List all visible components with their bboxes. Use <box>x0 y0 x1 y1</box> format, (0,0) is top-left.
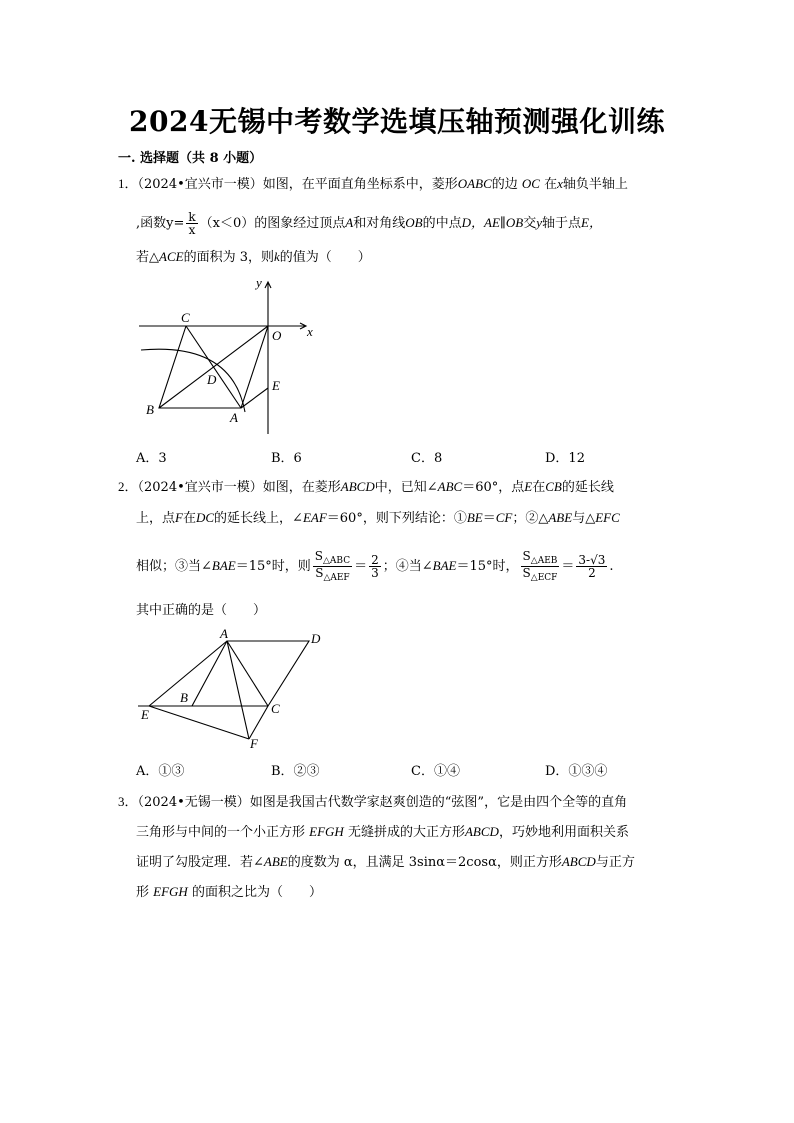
q2-fraction-area-1: $\frac{S_{\triangle ABC}}{S_{\triangle AEF}}$ <box>314 549 351 583</box>
q2-segment-AE <box>149 641 227 706</box>
q2-segment-CF <box>249 706 268 739</box>
q3-line-4: 形 EFGH 的面积之比为（ ） <box>136 884 322 900</box>
q2-fraction-area-2: $\frac{S_{\triangle AEB}}{S_{\triangle ECF}}$ <box>522 549 558 583</box>
q1-label-B: B <box>146 402 154 417</box>
q1-label-O: O <box>272 328 282 343</box>
q2-segment-AF <box>227 641 249 739</box>
q2-line-4: 其中正确的是（ ） <box>136 603 267 618</box>
q2-rhombus-ABCD <box>192 641 309 706</box>
q1-line-2: ,函数y= $\frac{k}{x}$ （x＜0）的图象经过顶点A和对角线OB的中点D，AE∥OB交y轴于点E， <box>136 210 602 237</box>
q1-label-C: C <box>181 310 190 325</box>
q2-label-B: B <box>180 690 188 705</box>
q1-option-c[interactable]: C．8 <box>411 451 443 466</box>
q2-option-a[interactable]: A．①③ <box>136 764 185 779</box>
q3-line-3: 证明了勾股定理．若∠ABE的度数为 α，且满足 3sinα＝2cosα，则正方形ABCD与正方 <box>136 854 635 870</box>
q3-source: （2024•无锡一模） <box>137 795 250 810</box>
q1-source: （2024•宜兴市一模） <box>137 177 263 192</box>
q1-label-A: A <box>230 410 238 425</box>
q2-label-F: F <box>250 736 258 751</box>
q2-number: 2． <box>118 479 138 494</box>
q1-label-y: y <box>256 275 262 290</box>
page-title: 2024无锡中考数学选填压轴预测强化训练 <box>129 105 665 138</box>
q1-line-3: 若△ACE的面积为 3，则k的值为（ ） <box>136 249 371 265</box>
q1-number: 1． <box>118 176 138 191</box>
q2-line-3: 相似；③当∠BAE＝15°时，则 $\frac{S_{\triangle ABC}}{S_{\triangle AEF}}$ ＝ $\frac{2}{3}$ ；④当∠BAE＝15°时， $\frac{S_{\triangle AEB}}{S_{\triangle ECF}}$ ＝ $\frac{3-√3}{2}$ . <box>136 549 614 583</box>
q1-fraction-k-x: $\frac{k}{x}$ <box>188 210 196 237</box>
q1-label-x: x <box>307 324 313 339</box>
q2-segment-AC <box>227 641 268 706</box>
q2-label-D: D <box>311 631 321 646</box>
q1-option-b[interactable]: B．6 <box>271 451 302 466</box>
q3-number: 3． <box>118 794 138 809</box>
q1-label-E: E <box>272 378 280 393</box>
q2-option-c[interactable]: C．①④ <box>411 764 460 779</box>
q2-line-1: 2．（2024•宜兴市一模）如图，在菱形ABCD中，已知∠ABC＝60°，点E在CB的延长线 <box>118 479 614 495</box>
q3-line-1: 3．（2024•无锡一模）如图是我国古代数学家赵爽创造的“弦图”，它是由四个全等的直角 <box>118 794 628 810</box>
q2-option-b[interactable]: B．②③ <box>271 764 320 779</box>
q2-label-E: E <box>141 707 149 722</box>
q2-fraction-2-3: $\frac{2}{3}$ <box>371 553 379 580</box>
q2-line-2: 上，点F在DC的延长线上，∠EAF＝60°，则下列结论：①BE＝CF；②△ABE与△EFC <box>136 510 620 526</box>
q2-label-C: C <box>271 701 280 716</box>
q3-line-2: 三角形与中间的一个小正方形 EFGH 无缝拼成的大正方形ABCD，巧妙地利用面积关系 <box>136 824 629 840</box>
section-heading: 一. 选择题（共 8 小题） <box>118 151 263 166</box>
q1-label-D: D <box>207 372 217 387</box>
q2-source: （2024•宜兴市一模） <box>137 480 263 495</box>
q1-option-a[interactable]: A．3 <box>136 451 167 466</box>
q1-option-d[interactable]: D．12 <box>545 451 585 466</box>
q2-label-A: A <box>220 626 228 641</box>
q1-line-1: 1．（2024•宜兴市一模）如图，在平面直角坐标系中，菱形OABC的边 OC 在x轴负半轴上 <box>118 176 628 192</box>
q2-segment-EF <box>149 706 249 739</box>
q2-option-d[interactable]: D．①③④ <box>545 764 608 779</box>
q2-fraction-sqrt: $\frac{3-√3}{2}$ <box>578 553 606 580</box>
